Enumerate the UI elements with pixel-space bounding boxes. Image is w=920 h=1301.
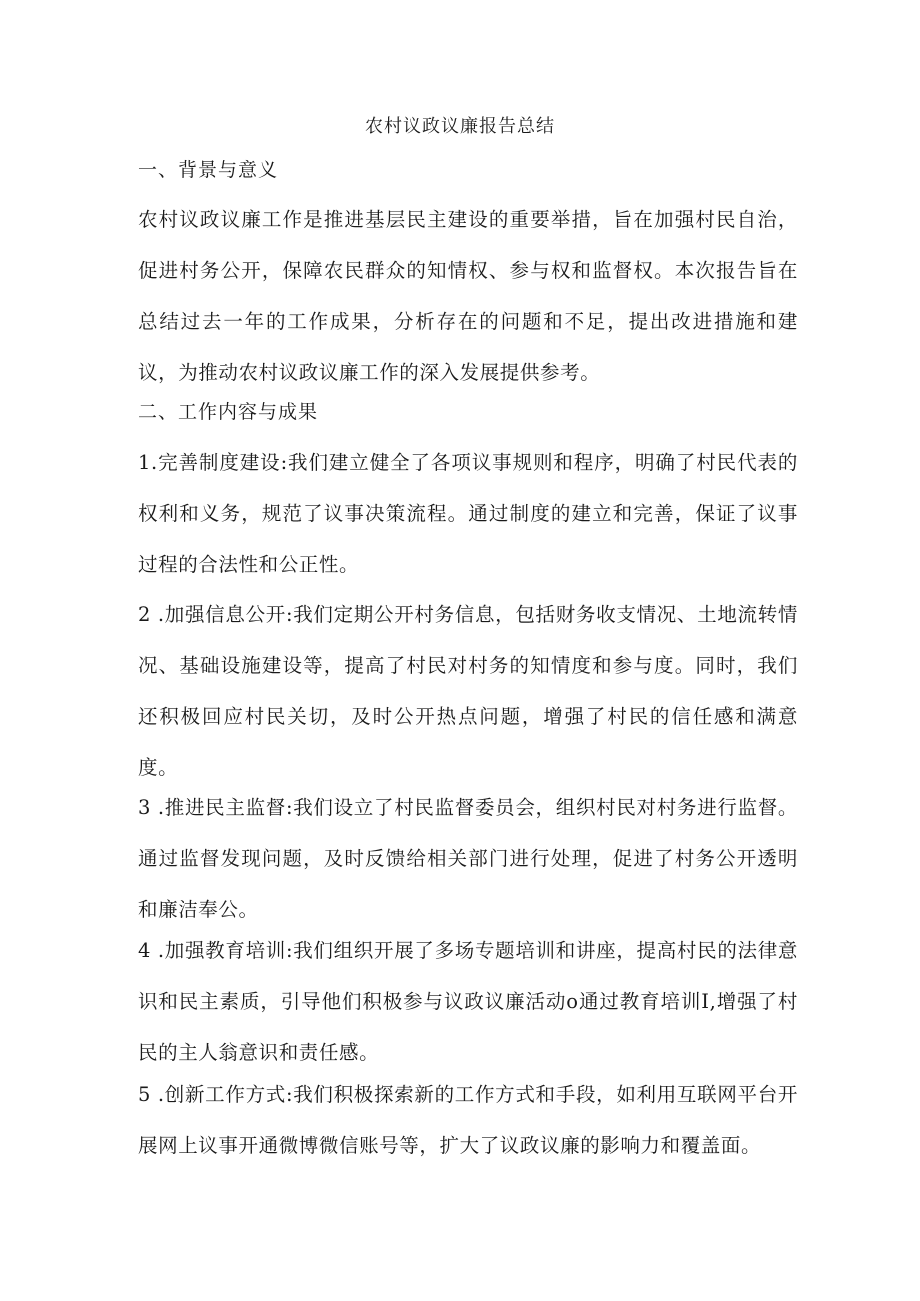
- work-item-5: 5 .创新工作方式:我们积极探索新的工作方式和手段，如利用互联网平台开展网上议事开通微博微信账号等，扩大了议政议廉的影响力和覆盖面。: [138, 1083, 798, 1157]
- work-item-4: 4 .加强教育培训:我们组织开展了多场专题培训和讲座，提高村民的法律意识和民主素质，引导他们积极参与议政议廉活动o通过教育培训I,增强了村民的主人翁意识和责任感。: [138, 939, 798, 1064]
- section-background-paragraph: 农村议政议廉工作是推进基层民主建设的重要举措，旨在加强村民自治，促进村务公开，保障农民群众的知情权、参与权和监督权。本次报告旨在总结过去一年的工作成果，分析存在的问题和不足，提出改进措施和建议，为推动农村议政议廉工作的深入发展提供参考。: [138, 208, 798, 384]
- section-heading-work-content: 二、工作内容与成果: [138, 401, 319, 423]
- work-item-2: 2 .加强信息公开:我们定期公开村务信息，包括财务收支情况、土地流转情况、基础设施建设等，提高了村民对村务的知情度和参与度。同时，我们还积极回应村民关切，及时公开热点问题，增强了村民的信任感和满意度。: [138, 603, 798, 779]
- work-item-3: 3 .推进民主监督:我们设立了村民监督委员会，组织村民对村务进行监督。通过监督发现问题，及时反馈给相关部门进行处理，促进了村务公开透明和廉洁奉公。: [138, 796, 798, 921]
- section-heading-background: 一、背景与意义: [138, 159, 279, 181]
- document-title: 农村议政议廉报告总结: [365, 116, 555, 137]
- work-item-1: 1.完善制度建设:我们建立健全了各项议事规则和程序，明确了村民代表的权利和义务，规范了议事决策流程。通过制度的建立和完善，保证了议事过程的合法性和公正性。: [138, 451, 798, 576]
